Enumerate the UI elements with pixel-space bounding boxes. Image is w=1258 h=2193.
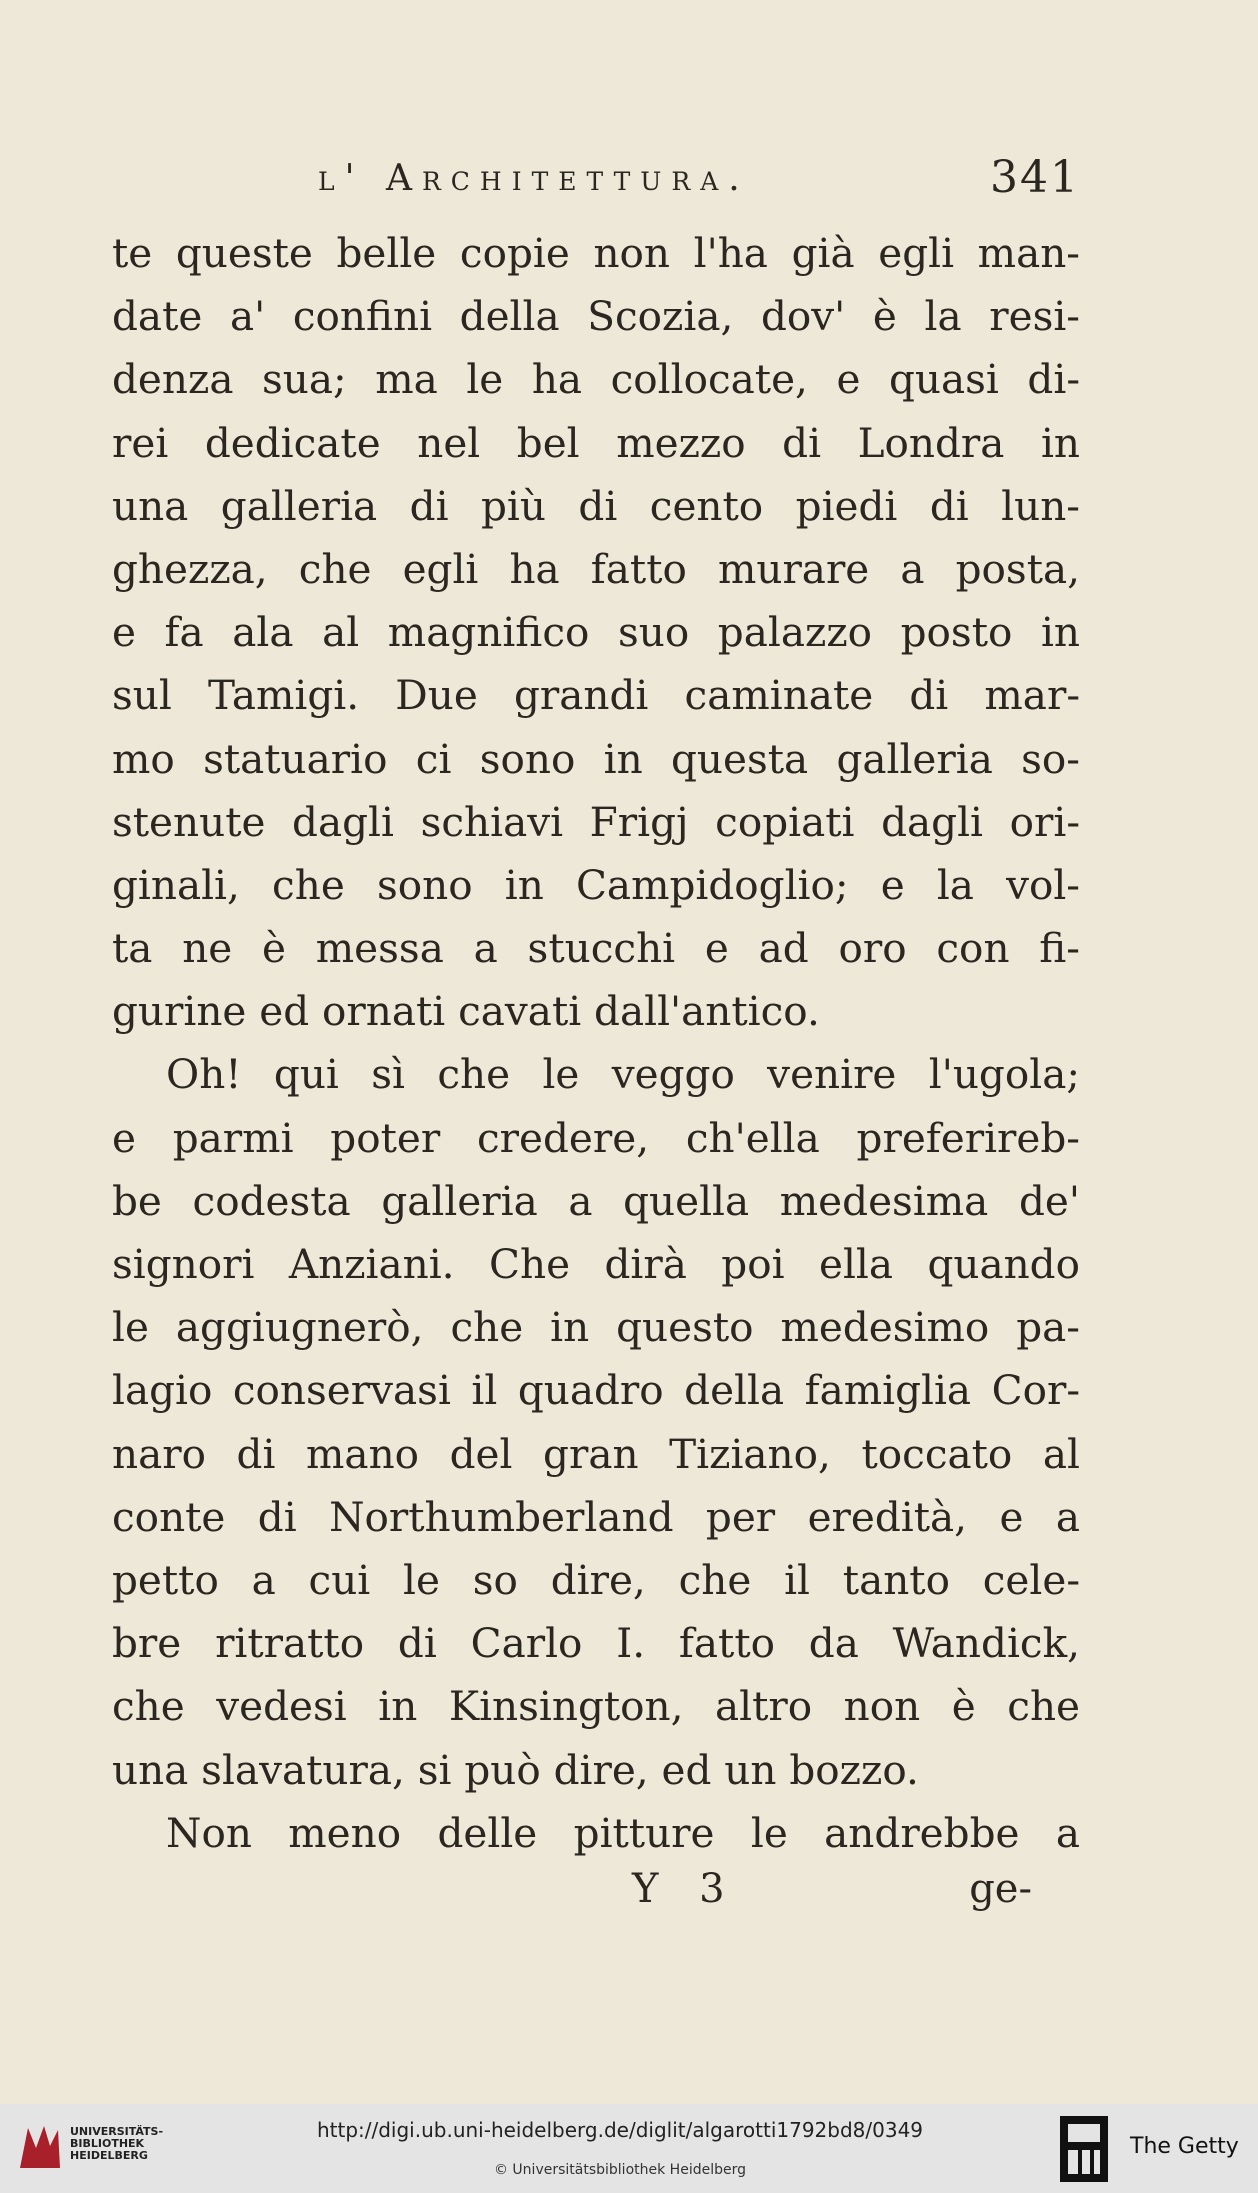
text-line: naro di mano del gran Tiziano, toccato al [112, 1429, 1080, 1478]
running-title: l' Architettura. [318, 158, 750, 199]
text-line: le aggiugnerò, che in questo medesimo pa- [112, 1303, 1080, 1352]
university-library-logo-icon [14, 2118, 74, 2178]
text-line: bre ritratto di Carlo I. fatto da Wandick, [112, 1619, 1080, 1668]
text-line: una slavatura, si può dire, ed un bozzo. [112, 1745, 919, 1794]
text-line: gurine ed ornati cavati dall'antico. [112, 987, 820, 1036]
permalink-url[interactable]: http://digi.ub.uni-heidelberg.de/diglit/algarotti1792bd8/0349 [316, 2118, 924, 2142]
library-name-line: BIBLIOTHEK [70, 2137, 145, 2150]
text-line: conte di Northumberland per eredità, e a [112, 1492, 1080, 1541]
text-line: ghezza, che egli ha fatto murare a posta, [112, 544, 1080, 593]
text-line: sul Tamigi. Due grandi caminate di mar- [112, 671, 1080, 720]
library-name-line: HEIDELBERG [70, 2149, 148, 2162]
text-line: e parmi poter credere, ch'ella preferireb- [112, 1113, 1080, 1162]
catchword: ge- [969, 1866, 1032, 1912]
partner-name: The Getty [1130, 2134, 1239, 2159]
page-footer [112, 1866, 1080, 1926]
getty-logo-icon [1060, 2116, 1108, 2182]
library-name [70, 2126, 180, 2162]
text-line: Oh! qui sì che le veggo venire l'ugola; [166, 1050, 1080, 1099]
page-number: 341 [990, 152, 1080, 203]
text-line: signori Anziani. Che dirà poi ella quando [112, 1240, 1080, 1288]
library-name-line: UNIVERSITÄTS- [70, 2125, 164, 2138]
text-line: ginali, che sono in Campidoglio; e la vol- [112, 860, 1080, 909]
page-header [110, 152, 1080, 218]
text-line: denza sua; ma le ha collocate, e quasi di- [112, 355, 1080, 404]
text-line: stenute dagli schiavi Frigj copiati dagli ori- [112, 797, 1080, 846]
viewer-footer-bar [0, 2104, 1258, 2193]
text-line: be codesta galleria a quella medesima de' [112, 1176, 1080, 1225]
text-line: lagio conservasi il quadro della famiglia Cor- [112, 1366, 1080, 1415]
signature-mark: Y 3 [632, 1866, 739, 1912]
text-line: ta ne è messa a stucchi e ad oro con fi- [112, 924, 1080, 973]
text-line: mo statuario ci sono in questa galleria so- [112, 734, 1080, 783]
text-line: Non meno delle pitture le andrebbe a [166, 1808, 1080, 1857]
text-line: e fa ala al magnifico suo palazzo posto in [112, 608, 1080, 657]
copyright-notice: © Universitätsbibliothek Heidelberg [493, 2162, 746, 2178]
text-line: petto a cui le so dire, che il tanto cele- [112, 1555, 1080, 1604]
text-line: rei dedicate nel bel mezzo di Londra in [112, 418, 1080, 467]
text-line: una galleria di più di cento piedi di lun- [112, 481, 1080, 530]
text-line: che vedesi in Kinsington, altro non è che [112, 1682, 1080, 1731]
body-text [112, 222, 1080, 1865]
text-line: date a' confini della Scozia, dov' è la resi- [112, 292, 1080, 341]
text-line: te queste belle copie non l'ha già egli man- [112, 229, 1080, 277]
